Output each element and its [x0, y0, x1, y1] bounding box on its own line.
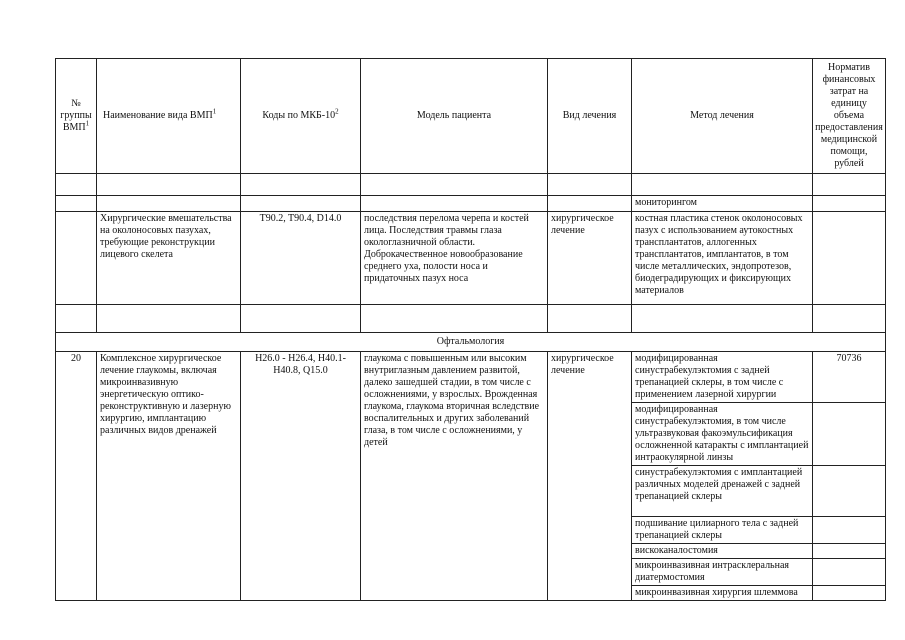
group-number-cell: 20	[56, 352, 97, 601]
method-cell: модифицированная синустрабекулэктомия с задней трепанацией склеры, в том числе с применением лазерной хирургии	[632, 352, 813, 403]
table-row	[56, 305, 886, 333]
method-cell: микроинвазивная хирургия шлеммова	[632, 586, 813, 601]
financial-norm-cell: 70736	[813, 352, 886, 403]
method-cell: мониторингом	[632, 196, 813, 212]
method-cell: микроинвазивная интрасклеральная диатермостомия	[632, 559, 813, 586]
header-treatment-type: Вид лечения	[548, 59, 632, 174]
method-cell: синустрабекулэктомия с имплантацией различных моделей дренажей с задней трепанацией склеры	[632, 466, 813, 517]
vmp-name-cell: Хирургические вмешательства на околоносовых пазухах, требующие реконструкции лицевого скелета	[97, 212, 241, 305]
method-cell: костная пластика стенок околоносовых пазух с использованием аутокостных трансплантатов, аллогенных трансплантатов, имплантатов, в том числе металлических, эндопротезов, биодеградирующих и фиксирующих материалов	[632, 212, 813, 305]
patient-model-cell: последствия перелома черепа и костей лица. Последствия травмы глаза окологлазничной области. Доброкачественное новообразование среднего уха, полости носа и придаточных пазух носа	[361, 212, 548, 305]
header-icd-codes: Коды по МКБ-$10^2$	[241, 59, 361, 174]
method-cell: вискоканалостомия	[632, 544, 813, 559]
icd-codes-cell: T90.2, T90.4, D14.0	[241, 212, 361, 305]
document-page	[55, 58, 886, 601]
table-row-glaucoma	[56, 352, 886, 403]
method-cell: подшивание цилиарного тела с задней трепанацией склеры	[632, 517, 813, 544]
header-group-number: № группы ВМП$^1$	[56, 59, 97, 174]
method-cell: модифицированная синустрабекулэктомия, в том числе ультразвуковая факоэмульсификация осложненной катаракты с имплантацией интраокулярной линзы	[632, 403, 813, 466]
header-patient-model: Модель пациента	[361, 59, 548, 174]
vmp-name-cell: Комплексное хирургическое лечение глаукомы, включая микроинвазивную энергетическую оптико-реконструктивную и лазерную хирургию, имплантацию различных видов дренажей	[97, 352, 241, 601]
section-row	[56, 333, 886, 352]
header-financial-norm: Норматив финансовых затрат на единицу объема предоставления медицинской помощи, рублей	[813, 59, 886, 174]
icd-codes-cell: H26.0 - H26.4, H40.1- H40.8, Q15.0	[241, 352, 361, 601]
patient-model-cell: глаукома с повышенным или высоким внутриглазным давлением развитой, далеко зашедшей стадии, в том числе с осложнениями, у взрослых. Врожденная глаукома, глаукома вторичная вследствие воспалительных и других заболеваний глаза, в том числе с осложнениями, у детей	[361, 352, 548, 601]
header-treatment-method: Метод лечения	[632, 59, 813, 174]
vmp-table	[55, 58, 886, 601]
treatment-type-cell: хирургическое лечение	[548, 212, 632, 305]
treatment-type-cell: хирургическое лечение	[548, 352, 632, 601]
header-vmp-name: Наименование вида ВМП$^1$	[97, 59, 241, 174]
table-row	[56, 196, 886, 212]
section-title: Офтальмология	[56, 333, 886, 352]
table-row	[56, 174, 886, 196]
table-row-facial-surgery	[56, 212, 886, 305]
table-header-row	[56, 59, 886, 174]
